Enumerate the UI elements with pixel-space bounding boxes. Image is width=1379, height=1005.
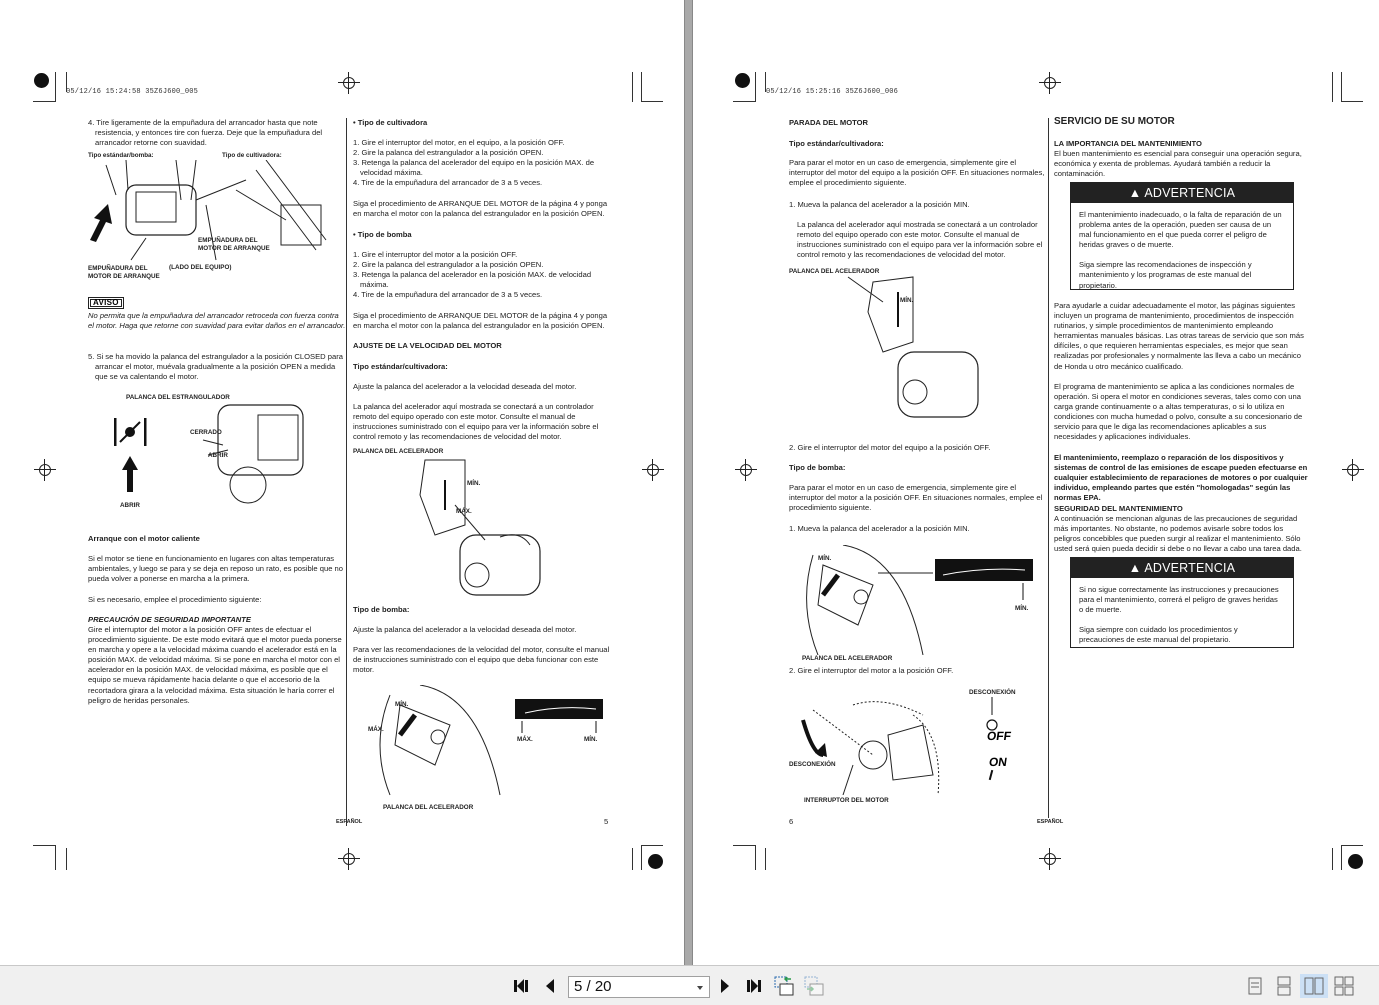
label-equipment-side: (LADO DEL EQUIPO) bbox=[169, 264, 232, 271]
previous-page-icon bbox=[544, 978, 556, 994]
page-number: 5 bbox=[604, 817, 609, 826]
label-max: MÁX. bbox=[517, 736, 533, 743]
label-min: MÍN. bbox=[900, 297, 914, 304]
paragraph: La palanca del acelerador aquí mostrada se conectará a un controlador remoto del equipo operado con este motor. Consulte el manual de instrucciones suministrado con el equipo para ver la información sobre el control remoto y las recomendaciones de velocidad del motor. bbox=[797, 220, 1043, 260]
label-max: MÁX. bbox=[456, 508, 472, 515]
label-max: MÁX. bbox=[368, 726, 384, 733]
notice-text: No permita que la empuñadura del arrancador retroceda con fuerza contra el motor. Haga que retorne con suavidad para evitar daños en el arrancador. bbox=[88, 311, 346, 331]
sub-heading: Tipo de bomba: bbox=[789, 463, 846, 472]
label-min: MÍN. bbox=[395, 701, 409, 708]
navigation-toolbar bbox=[0, 965, 1379, 1005]
facing-pages-icon bbox=[1304, 977, 1324, 995]
first-page-icon bbox=[513, 978, 531, 994]
back-view-icon bbox=[773, 975, 795, 997]
label-min: MÍN. bbox=[818, 555, 832, 562]
label-min: MÍN. bbox=[584, 736, 598, 743]
continuous-facing-view-button[interactable] bbox=[1332, 974, 1356, 998]
first-page-button[interactable] bbox=[510, 974, 534, 998]
paragraph: El programa de mantenimiento se aplica a las condiciones normales de operación. Si opera el motor en condiciones severas, tales como con una carga grande continuamente o a altas temperaturas, o si lo utiliza en condiciones con mucha humedad o polvo, consulte a su concesionario de servicio para que le diga las recomendaciones aplicables a sus necesidades y aplicaciones individuales. bbox=[1054, 382, 1303, 442]
paragraph: El buen mantenimiento es esencial para conseguir una operación segura, económica y exenta de problemas. Ayudará también a reducir la contaminación. bbox=[1054, 149, 1302, 179]
label-choke-lever: PALANCA DEL ESTRANGULADOR bbox=[126, 394, 230, 401]
label-grip: EMPUÑADURA DEL MOTOR DE ARRANQUE bbox=[88, 265, 160, 280]
label-closed: CERRADO bbox=[190, 429, 222, 436]
paragraph: El mantenimiento, reemplazo o reparación de los dispositivos y sistemas de control de las emisiones de escape pueden efectuarse en cualquier establecimiento de reparaciones de motores o por cualquier individuo, empleando partes que estén "homologadas" según las normas EPA. bbox=[1054, 453, 1308, 503]
label-open: ABRIR bbox=[120, 502, 140, 509]
label-open: ABRIR bbox=[208, 452, 228, 459]
step-1: 1. Mueva la palanca del acelerador a la posición MIN. bbox=[789, 200, 970, 209]
paragraph: Siga el procedimiento de ARRANQUE DEL MOTOR de la página 4 y ponga en marcha el motor con la palanca del estrangulador en la posición OPEN. bbox=[353, 311, 608, 331]
paragraph: A continuación se mencionan algunas de las precauciones de seguridad más importantes. No obstante, no podemos avisarle sobre todos los peligros concebibles que pueden surgir al realizar el mantenimiento. Sólo usted será quien pueda decidir si debe o no llevar a cabo una tarea dada. bbox=[1054, 514, 1302, 554]
step-list: 1. Gire el interruptor del motor a la posición OFF. 2. Gire la palanca del estrangulador a la posición OPEN. 3. Retenga la palanca del acelerador en la posición MAX. de velocidad máxima. 4. Tire de la empuñadura del arrancador de 3 a 5 veces. bbox=[353, 250, 592, 300]
label-throttle-lever: PALANCA DEL ACELERADOR bbox=[383, 804, 474, 811]
paragraph: Para parar el motor en un caso de emergencia, simplemente gire el interruptor del motor del equipo a la posición OFF. En situaciones normales, emplee el procedimiento siguiente. bbox=[789, 158, 1045, 188]
next-page-icon bbox=[719, 978, 731, 994]
paragraph: Para ayudarle a cuidar adecuadamente el motor, las páginas siguientes incluyen un programa de mantenimiento, procedimientos de inspección rutinarios, y simple procedimientos de mantenimiento empleando herramientas manuales básicas. Las otras tareas de servicio que son más difíciles, o que requieren herramientas especiales, es mejor que sean realizadas por profesionales y normalmente las lleva a cabo un mecánico de Honda u otro mecánico cualificado. bbox=[1054, 301, 1304, 371]
paragraph: Para ver las recomendaciones de la velocidad del motor, consulte el manual de instrucciones suministrado con el equipo que deba funcionar con este motor. bbox=[353, 645, 610, 675]
single-page-view-button[interactable] bbox=[1243, 974, 1267, 998]
figure-caption: Tipo de cultivadora: bbox=[222, 152, 282, 159]
label-off: DESCONEXIÓN bbox=[969, 689, 1016, 696]
engine-switch-illustration bbox=[793, 695, 1043, 795]
paragraph: Ajuste la palanca del acelerador a la velocidad deseada del motor. bbox=[353, 382, 577, 391]
warning-header: ▲ ADVERTENCIA bbox=[1071, 183, 1293, 203]
section-heading: LA IMPORTANCIA DEL MANTENIMIENTO bbox=[1054, 139, 1202, 148]
section-heading: Arranque con el motor caliente bbox=[88, 534, 200, 543]
step-list: 1. Gire el interruptor del motor, en el equipo, a la posición OFF. 2. Gire la palanca del estrangulador a la posición OPEN. 3. Retenga la palanca del acelerador del equipo en la posición MAX. de velocidad máxima. 4. Tire de la empuñadura del arrancador de 3 a 5 veces. bbox=[353, 138, 595, 188]
label-min: MÍN. bbox=[467, 480, 481, 487]
paragraph: La palanca del acelerador aquí mostrada se conectará a un controlador remoto del equipo operado con este motor. Consulte el manual de instrucciones suministrado con el equipo para ver la información sobre el control remoto y las recomendaciones de velocidad del motor. bbox=[353, 402, 599, 442]
registration-dot bbox=[34, 73, 49, 88]
page-6 bbox=[693, 0, 1379, 965]
section-heading: • Tipo de bomba bbox=[353, 230, 412, 239]
sub-heading: Tipo estándar/cultivadora: bbox=[789, 139, 884, 148]
last-page-icon bbox=[744, 978, 762, 994]
safety-heading: PRECAUCIÓN DE SEGURIDAD IMPORTANTE bbox=[88, 615, 251, 624]
paragraph: Ajuste la palanca del acelerador a la velocidad deseada del motor. bbox=[353, 625, 577, 634]
warning-header: ▲ ADVERTENCIA bbox=[1071, 558, 1293, 578]
switch-off-label: OFF bbox=[986, 729, 1012, 743]
print-stamp: 05/12/16 15:24:58 35Z6J600_005 bbox=[66, 88, 199, 96]
section-heading: SEGURIDAD DEL MANTENIMIENTO bbox=[1054, 504, 1183, 513]
step-1: 1. Mueva la palanca del acelerador a la posición MIN. bbox=[789, 524, 970, 533]
page-number-select[interactable] bbox=[568, 976, 710, 998]
warning-box: ▲ ADVERTENCIA El mantenimiento inadecuado, o la falta de reparación de un problema antes de la operación, pueden ser causa de un mal funcionamiento en el que pueda correr el peligro de heridas graves o de muerte. Siga siempre las recomendaciones de inspección y mantenimiento y los programas de este manual del propietario. bbox=[1070, 182, 1294, 290]
throttle-lever-illustration bbox=[843, 272, 983, 427]
section-heading: AJUSTE DE LA VELOCIDAD DEL MOTOR bbox=[353, 341, 502, 350]
page-number: 6 bbox=[789, 817, 794, 826]
label-engine-switch: INTERRUPTOR DEL MOTOR bbox=[804, 797, 889, 804]
page-heading: SERVICIO DE SU MOTOR bbox=[1054, 116, 1175, 127]
forward-view-button[interactable] bbox=[802, 974, 826, 998]
continuous-page-icon bbox=[1277, 976, 1291, 996]
print-stamp: 05/12/16 15:25:16 35Z6J600_006 bbox=[766, 88, 899, 96]
paragraph: Siga el procedimiento de ARRANQUE DEL MOTOR de la página 4 y ponga en marcha el motor con la palanca del estrangulador en la posición OPEN. bbox=[353, 199, 608, 219]
warning-triangle-icon: ▲ bbox=[1128, 186, 1145, 200]
warning-triangle-icon: ▲ bbox=[1128, 561, 1145, 575]
forward-view-icon bbox=[803, 975, 825, 997]
label-grip: EMPUÑADURA DEL MOTOR DE ARRANQUE bbox=[198, 237, 270, 252]
paragraph: Si el motor se tiene en funcionamiento en lugares con altas temperaturas ambientales, y luego se para y se deja en reposo un rato, es posible que no pueda volver a ponerse en marcha a la primera. bbox=[88, 554, 343, 584]
next-page-button[interactable] bbox=[713, 974, 737, 998]
label-throttle-lever: PALANCA DEL ACELERADOR bbox=[353, 448, 444, 455]
section-heading: • Tipo de cultivadora bbox=[353, 118, 428, 127]
continuous-facing-icon bbox=[1334, 976, 1354, 996]
facing-view-button[interactable] bbox=[1300, 974, 1328, 998]
language-footer: ESPAÑOL bbox=[336, 819, 363, 825]
back-view-button[interactable] bbox=[772, 974, 796, 998]
paragraph: Para parar el motor en un caso de emergencia, simplemente gire el interruptor del motor a la posición OFF. En situaciones normales, emplee el procedimiento siguiente. bbox=[789, 483, 1043, 513]
section-heading: PARADA DEL MOTOR bbox=[789, 118, 869, 127]
paragraph: Gire el interruptor del motor a la posición OFF antes de efectuar el procedimiento siguiente. De este modo evitará que el motor pueda ponerse en marcha y opere a la velocidad máxima cuando el acelerador está en la posición MAX. de velocidad máxima. Si se pone en marcha el motor con el acelerador en la posición MAX. de velocidad máxima, es posible que el equipo se mueva rápidamente hacia delante o que el accesorio de la recortadora girara a la velocidad máxima. Esta situación le haría correr el peligro de heridas personales. bbox=[88, 625, 342, 705]
previous-page-button[interactable] bbox=[538, 974, 562, 998]
page-gutter bbox=[684, 0, 693, 965]
notice-badge: AVISO bbox=[88, 297, 124, 309]
language-footer: ESPAÑOL bbox=[1037, 819, 1064, 825]
page-5 bbox=[0, 0, 684, 965]
label-disconnect: DESCONEXIÓN bbox=[789, 761, 836, 768]
warning-box: ▲ ADVERTENCIA Si no sigue correctamente las instrucciones y precauciones para el mantenimiento, correrá el peligro de graves heridas o de muerte. Siga siempre con cuidado los procedimientos y precauciones de este manual del propietario. bbox=[1070, 557, 1294, 648]
label-throttle-lever: PALANCA DEL ACELERADOR bbox=[789, 268, 880, 275]
sub-heading: Tipo estándar/cultivadora: bbox=[353, 362, 448, 371]
step-2: 2. Gire el interruptor del motor del equipo a la posición OFF. bbox=[789, 443, 991, 452]
figure-caption: Tipo estándar/bomba: bbox=[88, 152, 154, 159]
step-5: 5. Si se ha movido la palanca del estrangulador a la posición CLOSED para arrancar el motor, muévala gradualmente a la posición OPEN a medida que se va calentando el motor. bbox=[88, 352, 343, 382]
sub-heading: Tipo de bomba: bbox=[353, 605, 410, 614]
last-page-button[interactable] bbox=[741, 974, 765, 998]
continuous-view-button[interactable] bbox=[1272, 974, 1296, 998]
step-2: 2. Gire el interruptor del motor a la posición OFF. bbox=[789, 666, 954, 675]
label-throttle-lever: PALANCA DEL ACELERADOR bbox=[802, 655, 893, 662]
crosshair-mark bbox=[338, 72, 360, 94]
throttle-lever-illustration bbox=[405, 455, 545, 605]
switch-on-label: ON bbox=[988, 755, 1008, 769]
single-page-icon bbox=[1248, 977, 1262, 995]
paragraph: Si es necesario, emplee el procedimiento siguiente: bbox=[88, 595, 262, 604]
page-number-value: 5 / 20 bbox=[574, 978, 612, 995]
step-4: 4. Tire ligeramente de la empuñadura del arrancador hasta que note resistencia, y entonces tire con fuerza. Deje que la empuñadura del arrancador retorne con suavidad. bbox=[88, 118, 323, 148]
label-min: MÍN. bbox=[1015, 605, 1029, 612]
chevron-down-icon bbox=[697, 986, 703, 990]
